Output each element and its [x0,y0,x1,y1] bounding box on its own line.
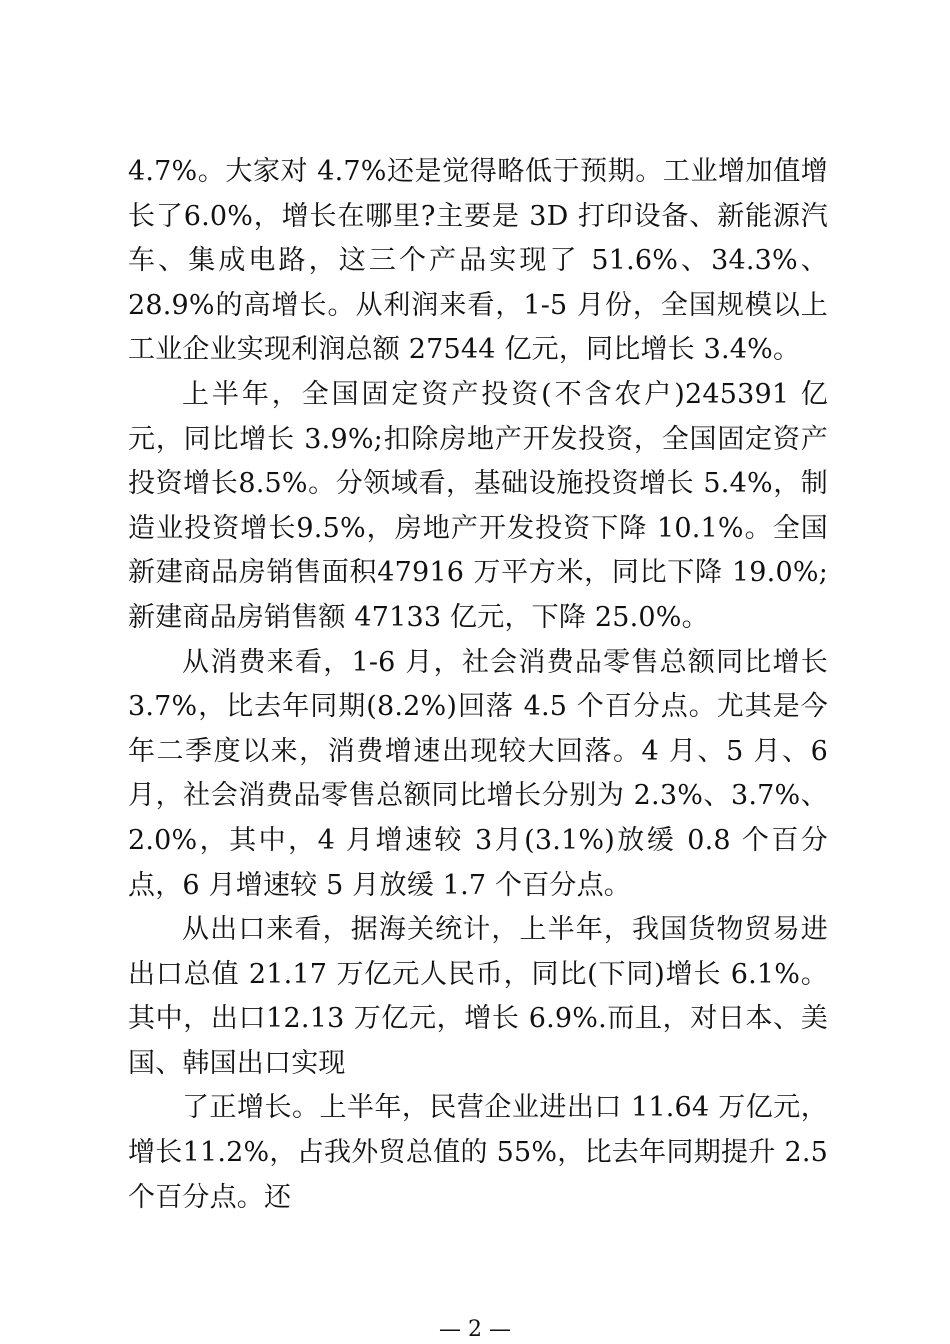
paragraph-consumption: 从消费来看，1-6 月，社会消费品零售总额同比增长 3.7%，比去年同期(8.2%)回落 4.5 个百分点。尤其是今年二季度以来，消费增速出现较大回落。4 月、5 月、6 月，社会消费品零售总额同比增长分别为 2.3%、3.7%、2.0%，其中，4 月增速较 3月(3.1%)放缓 0.8 个百分点，6 月增速较 5 月放缓 1.7 个百分点。 [128,646,828,901]
paragraph-industry: 4.7%。大家对 4.7%还是觉得略低于预期。工业增加值增长了6.0%，增长在哪里?主要是 3D 打印设备、新能源汽车、集成电路，这三个产品实现了 51.6%、34.3%、28.9%的高增长。从利润来看，1-5 月份，全国规模以上工业企业实现利润总额 27544 亿元，同比增长 3.4%。 [128,156,828,366]
page-number: — 2 — [439,1317,511,1342]
paragraph-export: 从出口来看，据海关统计，上半年，我国货物贸易进出口总值 21.17 万亿元人民币，同比(下同)增长 6.1%。其中，出口12.13 万亿元，增长 6.9%.而且，对日本、美国、韩国出口实现 [128,914,828,1079]
body-text [128,150,828,1220]
paragraph-investment: 上半年，全国固定资产投资(不含农户)245391 亿元，同比增长 3.9%;扣除房地产开发投资，全国固定资产投资增长8.5%。分领域看，基础设施投资增长 5.4%，制造业投资增长9.5%，房地产开发投资下降 10.1%。全国新建商品房销售面积47916 万平方米，同比下降 19.0%;新建商品房销售额 47133 亿元，下降 25.0%。 [128,378,828,633]
paragraph-private-enterprise: 了正增长。上半年，民营企业进出口 11.64 万亿元，增长11.2%，占我外贸总值的 55%，比去年同期提升 2.5 个百分点。还 [128,1092,828,1213]
